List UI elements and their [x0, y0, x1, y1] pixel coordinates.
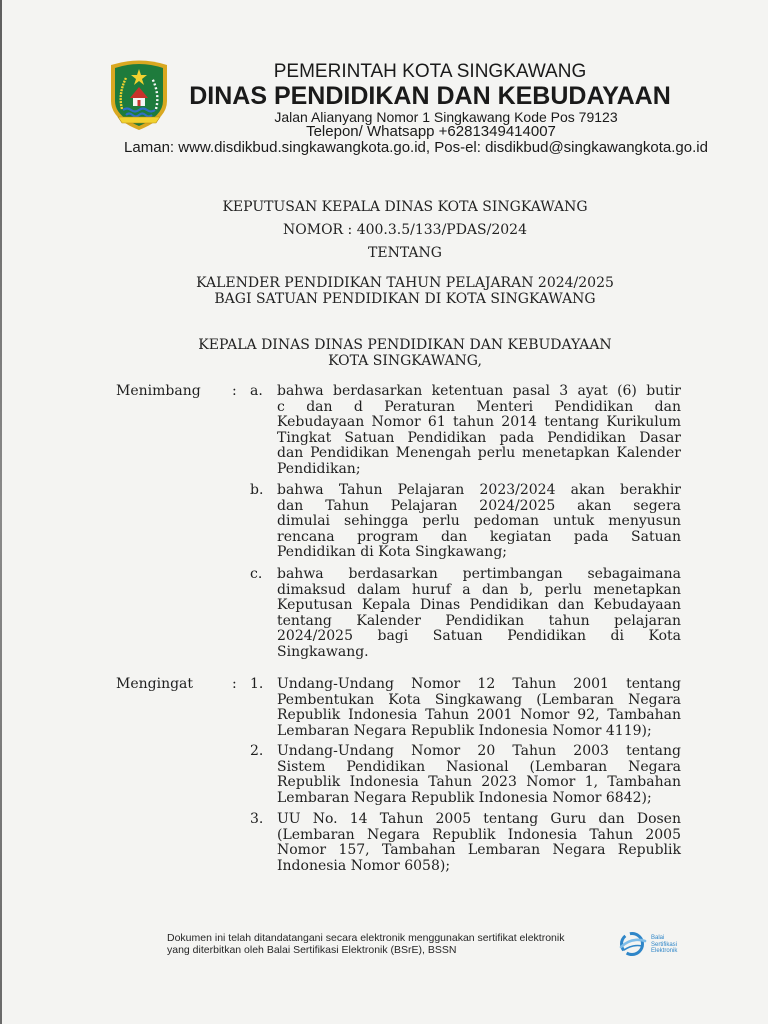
list-item [277, 384, 681, 478]
government-name: PEMERINTAH KOTA SINGKAWANG [273, 61, 587, 82]
list-item [277, 812, 681, 874]
decree-number: NOMOR : 400.3.5/133/PDAS/2024 [283, 222, 527, 238]
text-line: Republik Indonesia Tahun 2001 Nomor 92, Tambahan [277, 707, 681, 724]
section-colon: : [232, 676, 237, 692]
agency-phone: Telepon/ Whatsapp +6281349414007 [306, 123, 556, 140]
text-line: Tingkat Satuan Pendidikan pada Pendidikan Dasar [277, 429, 681, 446]
text-line: Keputusan Kepala Dinas Pendidikan dan Kebudayaan [277, 597, 681, 614]
text-line: (Lembaran Negara Republik Indonesia Tahun 2005 [277, 826, 681, 843]
text-line: Lembaran Negara Republik Indonesia Nomor 4119); [277, 722, 652, 739]
agency-name: DINAS PENDIDIKAN DAN KEBUDAYAAN [189, 82, 671, 110]
text-line: bahwa berdasarkan pertimbangan sebagaimana [277, 566, 681, 582]
bsre-logo-icon [617, 931, 649, 957]
section-colon: : [232, 383, 237, 399]
text-line: Pendidikan di Kota Singkawang; [277, 544, 507, 561]
text-line: tentang Kalender Pendidikan tahun pelajaran [277, 612, 681, 629]
list-item [277, 483, 681, 561]
text-line: dan Tahun Pelajaran 2024/2025 akan segera [277, 497, 681, 514]
text-line: Undang-Undang Nomor 12 Tahun 2001 tentang [277, 676, 681, 692]
item-marker: a. [250, 383, 263, 399]
text-line: c dan d Peraturan Menteri Pendidikan dan [277, 398, 681, 415]
agency-website-email: Laman: www.disdikbud.singkawangkota.go.id, Pos-el: disdikbud@singkawangkota.go.id [124, 139, 708, 156]
text-line: Undang-Undang Nomor 20 Tahun 2003 tentang [277, 743, 681, 759]
item-marker: c. [250, 566, 263, 582]
list-item [277, 567, 681, 661]
text-line: bahwa berdasarkan ketentuan pasal 3 ayat (6) butir [277, 383, 681, 399]
item-marker: 2. [250, 743, 264, 759]
agency-address: Jalan Alianyang Nomor 1 Singkawang Kode Pos 79123 [274, 109, 618, 125]
section-label: Menimbang [116, 383, 201, 399]
decree-about: TENTANG [368, 245, 442, 261]
text-line: Singkawang. [277, 643, 369, 660]
text-line: Kebudayaan Nomor 61 tahun 2014 tentang Kurikulum [277, 414, 681, 431]
text-line: dan Pendidikan Menengah perlu menetapkan Kalender [277, 445, 681, 462]
bsre-logo-text: Sertifikasi [651, 941, 678, 948]
bsre-logo-text: Elektronik [651, 948, 678, 954]
item-marker: 3. [250, 811, 264, 827]
decree-subject-line: BAGI SATUAN PENDIDIKAN DI KOTA SINGKAWANG [214, 291, 596, 307]
scan-edge [0, 0, 2, 1024]
decree-issuer-line: KOTA SINGKAWANG, [328, 353, 482, 369]
text-line: UU No. 14 Tahun 2005 tentang Guru dan Dosen [277, 811, 681, 827]
item-marker: b. [250, 482, 264, 498]
text-line: Lembaran Negara Republik Indonesia Nomor 6842); [277, 789, 652, 806]
decree-subject-line: KALENDER PENDIDIKAN TAHUN PELAJARAN 2024/2025 [196, 275, 614, 291]
text-line: bahwa Tahun Pelajaran 2023/2024 akan berakhir [277, 482, 681, 498]
item-marker: 1. [250, 676, 264, 692]
signature-notice-line: Dokumen ini telah ditandatangani secara elektronik menggunakan sertifikat elektronik [167, 932, 565, 944]
decree-title: KEPUTUSAN KEPALA DINAS KOTA SINGKAWANG [222, 199, 588, 215]
text-line: dimaksud dalam huruf a dan b, perlu menetapkan [277, 581, 681, 598]
text-line: Nomor 157, Tambahan Lembaran Negara Republik [277, 842, 681, 859]
list-item [277, 677, 681, 739]
text-line: Sistem Pendidikan Nasional (Lembaran Negara [277, 758, 681, 775]
text-line: dimulai sehingga perlu pedoman untuk menyusun [277, 513, 681, 530]
text-line: Pembentukan Kota Singkawang (Lembaran Negara [277, 691, 681, 708]
decree-issuer-line: KEPALA DINAS DINAS PENDIDIKAN DAN KEBUDAYAAN [198, 337, 612, 353]
text-line: Republik Indonesia Tahun 2023 Nomor 1, Tambahan [277, 774, 681, 791]
text-line: Indonesia Nomor 6058); [277, 857, 451, 874]
text-line: 2024/2025 bagi Satuan Pendidikan di Kota [277, 628, 681, 645]
signature-notice-line: yang diterbitkan oleh Balai Sertifikasi Elektronik (BSrE), BSSN [167, 944, 457, 956]
text-line: Pendidikan; [277, 460, 361, 477]
section-label: Mengingat [116, 676, 194, 692]
bsre-logo-text: Balai [651, 935, 665, 941]
list-item [277, 744, 681, 806]
text-line: rencana program dan kegiatan pada Satuan [277, 528, 681, 545]
